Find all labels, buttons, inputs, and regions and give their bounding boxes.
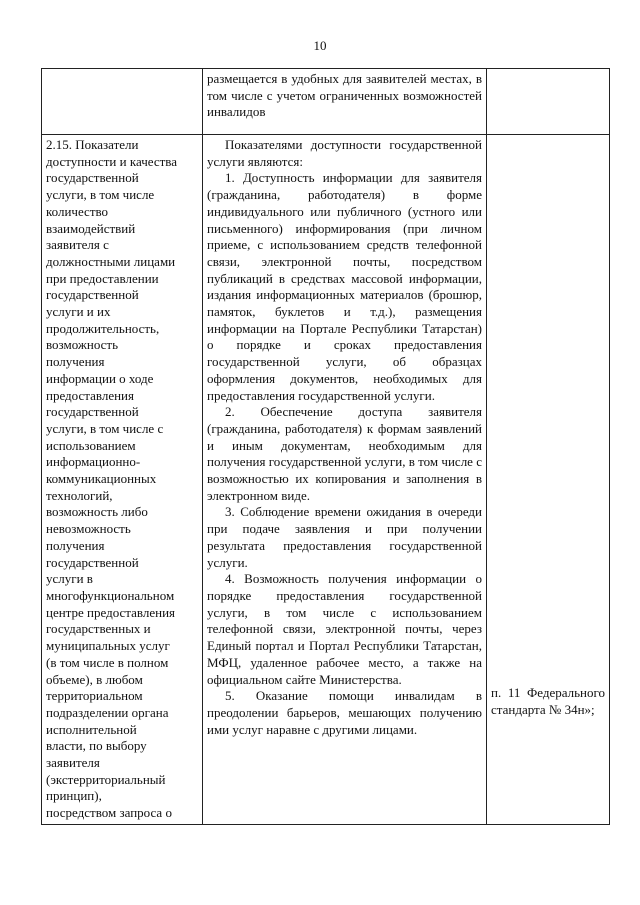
table-row xyxy=(42,135,610,825)
indicator-line: объеме), в любом xyxy=(46,671,143,687)
legal-reference-cell xyxy=(487,135,610,825)
indicator-line: власти, по выбору xyxy=(46,738,147,754)
page-number: 10 xyxy=(313,38,327,53)
indicator-line: государственной xyxy=(46,170,139,186)
indicator-line: доступности и качества xyxy=(46,153,178,169)
paragraph-item-5: 5. Оказание помощи инвалидам в преодолении барьеров, мешающих получению ими услуг наравне с другими лицами. xyxy=(207,688,482,737)
indicator-line: 2.15. Показатели xyxy=(46,137,139,152)
indicator-line: многофункциональном xyxy=(46,587,175,603)
paragraph-intro: Показателями доступности государственной услуги являются: xyxy=(207,137,482,169)
indicator-line: технологий, xyxy=(46,487,113,503)
indicator-line: получения xyxy=(46,354,105,370)
indicator-line: при предоставлении xyxy=(46,270,159,286)
indicator-line: (экстерриториальный xyxy=(46,771,166,787)
table-row xyxy=(42,69,610,135)
table-cell-empty xyxy=(42,69,203,135)
paragraph-item-1: 1. Доступность информации для заявителя (гражданина, работодателя) в форме индивидуального или публичного (устного или письменного) информирования (при личном приеме, с использованием средств телефонной связи, электронной почты, посредством публикаций в средствах массовой информации, издания информационных материалов (брошюр, памяток, буклетов и т.д.), размещения информации на Портале Республики Татарстан) о порядке и сроках предоставления государственной услуги, об образцах оформления документов, необходимых для предоставления государственной услуги. xyxy=(207,170,482,403)
indicator-line: услуги, в том числе xyxy=(46,187,155,203)
indicator-line: должностными лицами xyxy=(46,253,176,269)
table-cell-text: размещается в удобных для заявителей местах, в том числе с учетом ограниченных возможностей инвалидов xyxy=(203,69,487,135)
indicator-line: подразделении органа xyxy=(46,704,169,720)
indicator-line: получения xyxy=(46,537,105,553)
paragraph-item-2: 2. Обеспечение доступа заявителя (гражданина, работодателя) к формам заявлений и иным документам, необходимым для получения государственной услуги, в том числе с возможностью их копирования и заполнения в электронном виде. xyxy=(207,404,482,503)
indicator-line: невозможность xyxy=(46,521,131,537)
indicator-line: заявителя xyxy=(46,755,100,771)
indicator-line: информационно- xyxy=(46,454,141,470)
indicator-line: использованием xyxy=(46,437,136,453)
indicator-line: услуги, в том числе с xyxy=(46,420,164,436)
indicator-line: центре предоставления xyxy=(46,604,176,620)
legal-reference: п. 11 Федерального стандарта № 34н»; xyxy=(491,685,605,717)
regulation-table xyxy=(41,68,610,825)
indicator-line: территориальном xyxy=(46,688,143,704)
indicator-line: заявителя с xyxy=(46,237,109,253)
indicator-line: коммуникационных xyxy=(46,471,157,487)
indicator-line: государственной xyxy=(46,554,139,570)
indicator-description-cell xyxy=(203,135,487,825)
indicator-line: количество xyxy=(46,203,109,219)
indicator-line: государственной xyxy=(46,404,139,420)
paragraph-item-3: 3. Соблюдение времени ожидания в очереди при подаче заявления и при получении результата предоставления государственной услуги. xyxy=(207,504,482,570)
indicator-line: возможность xyxy=(46,337,119,353)
indicator-title-cell xyxy=(42,135,203,825)
indicator-line: посредством запроса о xyxy=(46,805,172,821)
indicator-line: возможность либо xyxy=(46,504,148,520)
paragraph-item-4: 4. Возможность получения информации о порядке предоставления государственной услуги, в том числе с использованием телефонной связи, электронной почты, через Единый портал и Портал Республики Татарстан, МФЦ, удаленное рабочее место, а также на официальном сайте Министерства. xyxy=(207,571,482,687)
indicator-line: услуги в xyxy=(46,571,93,587)
indicator-line: услуги и их xyxy=(46,304,111,320)
indicator-line: продолжительность, xyxy=(46,320,160,336)
indicator-line: информации о ходе xyxy=(46,370,154,386)
indicator-line: (в том числе в полном xyxy=(46,654,169,670)
indicator-line: принцип), xyxy=(46,788,102,804)
indicator-line: государственных и xyxy=(46,621,151,637)
table-cell-empty xyxy=(487,69,610,135)
indicator-line: государственной xyxy=(46,287,139,303)
indicator-line: муниципальных услуг xyxy=(46,638,170,654)
indicator-line: взаимодействий xyxy=(46,220,136,236)
indicator-line: исполнительной xyxy=(46,721,137,737)
indicator-line: предоставления xyxy=(46,387,134,403)
